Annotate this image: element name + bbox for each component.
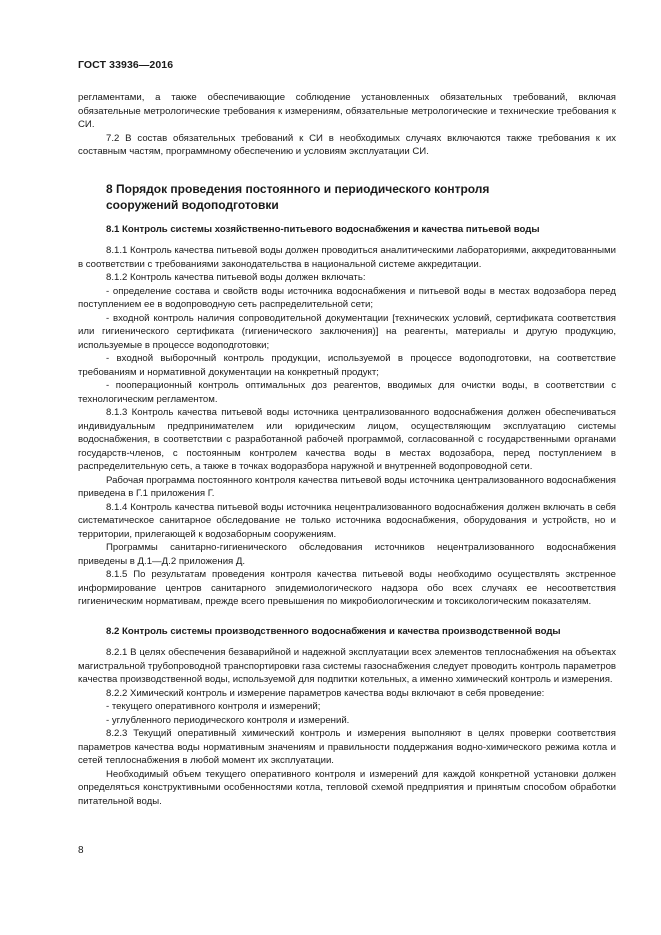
list-item: - текущего оперативного контроля и измерений; (106, 701, 321, 712)
paragraph: 8.1.3 Контроль качества питьевой воды источника централизованного водоснабжения должен обеспечиваться индивидуальным предпринимателем или юридическим лицом, осуществляющим эксплуатацию системы водоснабжения, в соответствии с разработанной рабочей программой, согласованной с государственными органами государств-членов, с постоянным контролем качества воды в местах водозабора, перед поступлением в распределительную сеть, а также в точках водоразбора наружной и внутренней водопроводной сети. (78, 407, 616, 472)
paragraph: 8.1.4 Контроль качества питьевой воды источника нецентрализованного водоснабжения должен включать в себя систематическое санитарное обследование не только источника водоснабжения, оборудования и устройств, но и территории, прилегающей к водозаборным сооружениям. (78, 501, 616, 540)
section-heading-8: 8 Порядок проведения постоянного и периодического контроля сооружений водоподготовки (106, 181, 490, 212)
paragraph: Необходимый объем текущего оперативного контроля и измерений для каждой конкретной установки должен определяться конструктивными особенностями котла, тепловой схемой предприятия и принятым способом обработки питательной воды. (78, 768, 616, 807)
paragraph: 8.2.3 Текущий оперативный химический контроль и измерения выполняют в целях проверки соответствия параметров качества воды нормативным значениям и правильности поддержания водно-химического режима котла и сетей теплоснабжения в любой момент их эксплуатации. (78, 728, 616, 766)
paragraph: 8.1.5 По результатам проведения контроля качества питьевой воды необходимо осуществлять экстренное информирование центров санитарного эпидемиологического надзора обо всех случаях ее несоответствия гигиеническим нормативам, прежде всего превышения по микробиологическим и токсикологическим показателям. (78, 569, 616, 607)
paragraph: 8.1.1 Контроль качества питьевой воды должен проводиться аналитическими лабораториями, аккредитованными в соответствии с требованиями законодательства в национальной системе аккредитации. (78, 245, 616, 270)
list-item: - входной контроль наличия сопроводительной документации [технических условий, сертификата соответствия или гигиенического сертификата (гигиенического заключения)] на реагенты, материалы и другую продукцию, используемые в процессе водоподготовки; (78, 312, 616, 351)
paragraph: Программы санитарно-гигиенического обследования источников нецентрализованного водоснабжения приведены в Д.1—Д.2 приложения Д. (78, 542, 616, 567)
paragraph: регламентами, а также обеспечивающие соблюдение установленных обязательных требований, включая обязательные метрологические требования к измерениям, обязательные метрологические и технические требования к СИ. (78, 92, 616, 130)
page-number: 8 (78, 845, 84, 856)
list-item: - углубленного периодического контроля и измерений. (106, 714, 350, 726)
subsection-heading-8-2: 8.2 Контроль системы производственного водоснабжения и качества производственной воды (106, 625, 561, 637)
list-item: - входной выборочный контроль продукции, используемой в процессе водоподготовки, на соответствие требованиям и нормативной документации на конкретный продукт; (78, 353, 616, 378)
paragraph: 7.2 В состав обязательных требований к СИ в необходимых случаях включаются также требования к их составным частям, программному обеспечению и условиям эксплуатации СИ. (78, 132, 616, 157)
document-code: ГОСТ 33936—2016 (78, 59, 174, 71)
list-item: - определение состава и свойств воды источника водоснабжения и питьевой воды в местах водозабора перед поступлением ее в водопроводную сеть распределительной сети; (78, 285, 616, 310)
paragraph: 8.2.1 В целях обеспечения безаварийной и надежной эксплуатации всех элементов теплоснабжения на объектах магистральной трубопроводной транспортировки газа системы газоснабжения следует проводить контроль параметров качества производственной воды, используемой для подпитки котельных, а именно химический контроль и измерения. (78, 647, 616, 685)
subsection-heading-8-1: 8.1 Контроль системы хозяйственно-питьевого водоснабжения и качества питьевой воды (106, 223, 540, 235)
paragraph: 8.2.2 Химический контроль и измерение параметров качества воды включают в себя проведение: (106, 687, 545, 699)
paragraph: 8.1.2 Контроль качества питьевой воды должен включать: (106, 272, 366, 283)
document-body (78, 91, 616, 808)
paragraph: Рабочая программа постоянного контроля качества питьевой воды источника централизованного водоснабжения приведена в Г.1 приложения Г. (78, 474, 616, 499)
list-item: - пооперационный контроль оптимальных доз реагентов, вводимых для очистки воды, в соответствии с технологическим регламентом. (78, 380, 616, 405)
